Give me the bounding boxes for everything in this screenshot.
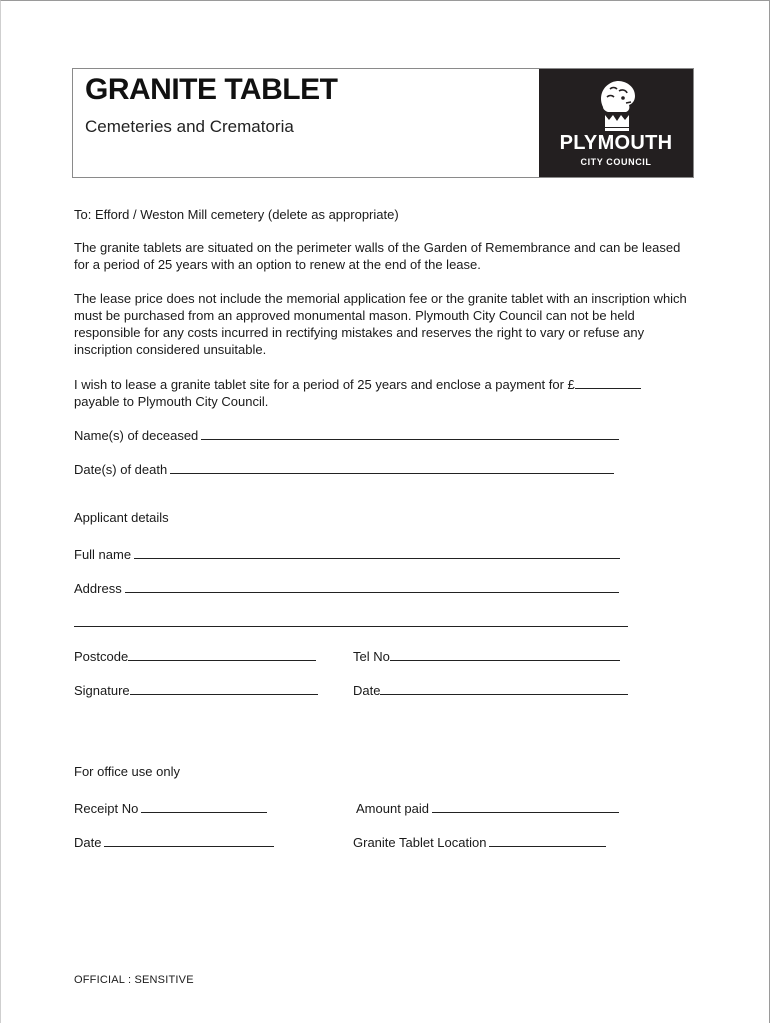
- receipt-no-label: Receipt No: [74, 801, 139, 816]
- header-box: [72, 68, 694, 178]
- office-date-label: Date: [74, 835, 102, 850]
- tel-no-row: [353, 646, 620, 664]
- signature-field[interactable]: [130, 680, 318, 695]
- receipt-no-row: [74, 798, 267, 816]
- classification-footer: OFFICIAL : SENSITIVE: [74, 974, 194, 986]
- tablet-location-row: [353, 832, 606, 850]
- logo-wordmark: PLYMOUTH: [559, 132, 673, 154]
- paragraph-payment: [74, 374, 698, 410]
- full-name-label: Full name: [74, 547, 132, 562]
- full-name-row: [74, 544, 620, 562]
- deceased-names-field[interactable]: [201, 425, 619, 440]
- signature-label: Signature: [74, 683, 130, 698]
- lion-crest-icon: [593, 77, 641, 133]
- signature-row: [74, 680, 318, 698]
- tel-no-field[interactable]: [390, 646, 620, 661]
- address-line-2-row: [74, 612, 628, 630]
- deceased-names-label: Name(s) of deceased: [74, 428, 199, 443]
- tel-no-label: Tel No: [353, 649, 390, 664]
- logo-subtext: CITY COUNCIL: [580, 157, 652, 167]
- office-date-row: [74, 832, 274, 850]
- amount-paid-row: [356, 798, 619, 816]
- applicant-date-field[interactable]: [380, 680, 628, 695]
- payment-amount-field[interactable]: [575, 374, 641, 389]
- death-dates-row: [74, 459, 614, 477]
- amount-paid-label: Amount paid: [356, 801, 429, 816]
- tablet-location-label: Granite Tablet Location: [353, 835, 487, 850]
- full-name-field[interactable]: [134, 544, 620, 559]
- applicant-date-label: Date: [353, 683, 381, 698]
- payment-statement: I wish to lease a granite tablet site for a period of 25 years and enclose a payment for £: [74, 377, 575, 392]
- applicant-date-row: [353, 680, 628, 698]
- postcode-row: [74, 646, 316, 664]
- to-line: To: Efford / Weston Mill cemetery (delete as appropriate): [74, 207, 399, 222]
- form-title: GRANITE TABLET: [85, 73, 338, 106]
- council-logo: [539, 69, 693, 177]
- tablet-location-field[interactable]: [489, 832, 606, 847]
- address-field[interactable]: [125, 578, 619, 593]
- deceased-names-row: [74, 425, 619, 443]
- address-line-2-field[interactable]: [74, 612, 628, 627]
- payment-payee: payable to Plymouth City Council.: [74, 394, 269, 409]
- form-subtitle: Cemeteries and Crematoria: [85, 117, 294, 136]
- address-row: [74, 578, 619, 596]
- postcode-label: Postcode: [74, 649, 129, 664]
- paragraph-lease-terms: The lease price does not include the memorial application fee or the granite tablet with an inscription which must be purchased from an approved monumental mason. Plymouth City Council can not be held responsible for any costs incurred in rectifying mistakes and reserves the right to vary or refuse any inscription considered unsuitable.: [74, 291, 687, 357]
- receipt-no-field[interactable]: [141, 798, 267, 813]
- office-use-heading: For office use only: [74, 764, 180, 779]
- amount-paid-field[interactable]: [432, 798, 619, 813]
- office-date-field[interactable]: [104, 832, 274, 847]
- death-dates-field[interactable]: [170, 459, 614, 474]
- address-label: Address: [74, 581, 122, 596]
- death-dates-label: Date(s) of death: [74, 462, 168, 477]
- postcode-field[interactable]: [128, 646, 316, 661]
- paragraph-location: The granite tablets are situated on the perimeter walls of the Garden of Remembrance and can be leased for a period of 25 years with an option to renew at the end of the lease.: [74, 240, 681, 272]
- applicant-heading: Applicant details: [74, 510, 169, 525]
